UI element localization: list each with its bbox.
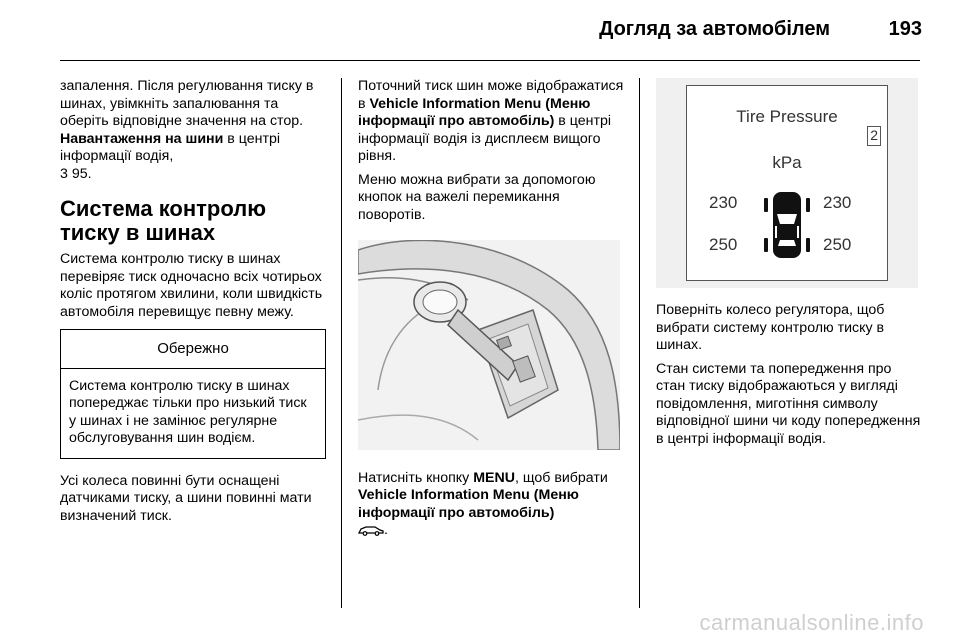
car-icon — [358, 524, 384, 536]
bold-tire-load: Навантаження на шини — [60, 130, 224, 147]
header-rule — [60, 60, 920, 61]
caution-title: Обережно — [61, 330, 325, 369]
paragraph-turn-wheel: Поверніть колесо регулятора, щоб вибрати систему контролю тиску в шинах. — [656, 302, 885, 353]
tire-pressure-display-illustration — [656, 78, 918, 288]
rear-right-pressure: 250 — [823, 235, 852, 254]
paragraph-status-warnings: Стан системи та попередження про стан тиску відображаються у вигляді повідомлення, миготіння символу відповідної шини чи коду попередження в центрі інформації водія. — [656, 360, 921, 447]
paragraph-system-description: Система контролю тиску в шинах перевіряє тиск одночасно всіх чотирьох коліс протягом хвилини, коли швидкість автомобіля перевищує певну межу. — [60, 251, 323, 320]
display-unit: kPa — [772, 153, 802, 172]
column-3 — [656, 78, 922, 454]
front-right-pressure: 230 — [823, 193, 852, 212]
section-heading: Система контролю тиску в шинах — [60, 196, 267, 245]
display-title: Tire Pressure — [736, 107, 838, 126]
column-2 — [358, 78, 624, 546]
bold-menu-button: MENU — [473, 469, 515, 486]
car-top-view-icon — [762, 190, 812, 260]
footer-watermark: carmanualsonline.info — [699, 610, 924, 635]
bold-vehicle-info-menu: Vehicle Information Menu (Меню інформації про автомобіль) — [358, 95, 591, 129]
display-page-indicator: 2 — [867, 126, 881, 146]
paragraph-current-pressure: Поточний тиск шин може відображатися в Vehicle Information Menu (Меню інформації про автомобіль) в центрі інформації водія із дисплеєм вищого рівня. — [358, 78, 624, 164]
front-left-pressure: 230 — [709, 193, 738, 212]
paragraph-press-menu: Натисніть кнопку MENU, щоб вибрати Vehicle Information Menu (Меню інформації про автомобіль) . — [358, 469, 608, 538]
column-divider-1 — [341, 78, 342, 608]
caution-body: Система контролю тиску в шинах попереджає тільки про низький тиск у шинах і не замінює регулярне обслуговування шин водієм. — [69, 377, 307, 446]
page-header-title: Догляд за автомобілем — [599, 18, 830, 40]
caution-box — [60, 329, 326, 459]
page-number: 193 — [888, 18, 922, 40]
page-reference: 3 95. — [60, 165, 92, 182]
paragraph-menu-selection: Меню можна вибрати за допомогою кнопок на важелі перемикання поворотів. — [358, 171, 596, 223]
rear-left-pressure: 250 — [709, 235, 738, 254]
tire-pressure-screen — [686, 85, 888, 281]
turn-signal-lever-illustration — [358, 240, 620, 450]
column-1 — [60, 78, 326, 531]
bold-vehicle-info-menu-2: Vehicle Information Menu (Меню інформації про автомобіль) — [358, 487, 579, 521]
paragraph-ignition: запалення. Після регулювання тиску в шинах, увімкніть запалювання та оберіть відповідне значення на стор. Навантаження на шини в центрі інформації водія, 3 95. — [60, 78, 314, 182]
paragraph-sensors: Усі колеса повинні бути оснащені датчиками тиску, а шини повинні мати визначений тиск. — [60, 472, 312, 524]
column-divider-2 — [639, 78, 640, 608]
